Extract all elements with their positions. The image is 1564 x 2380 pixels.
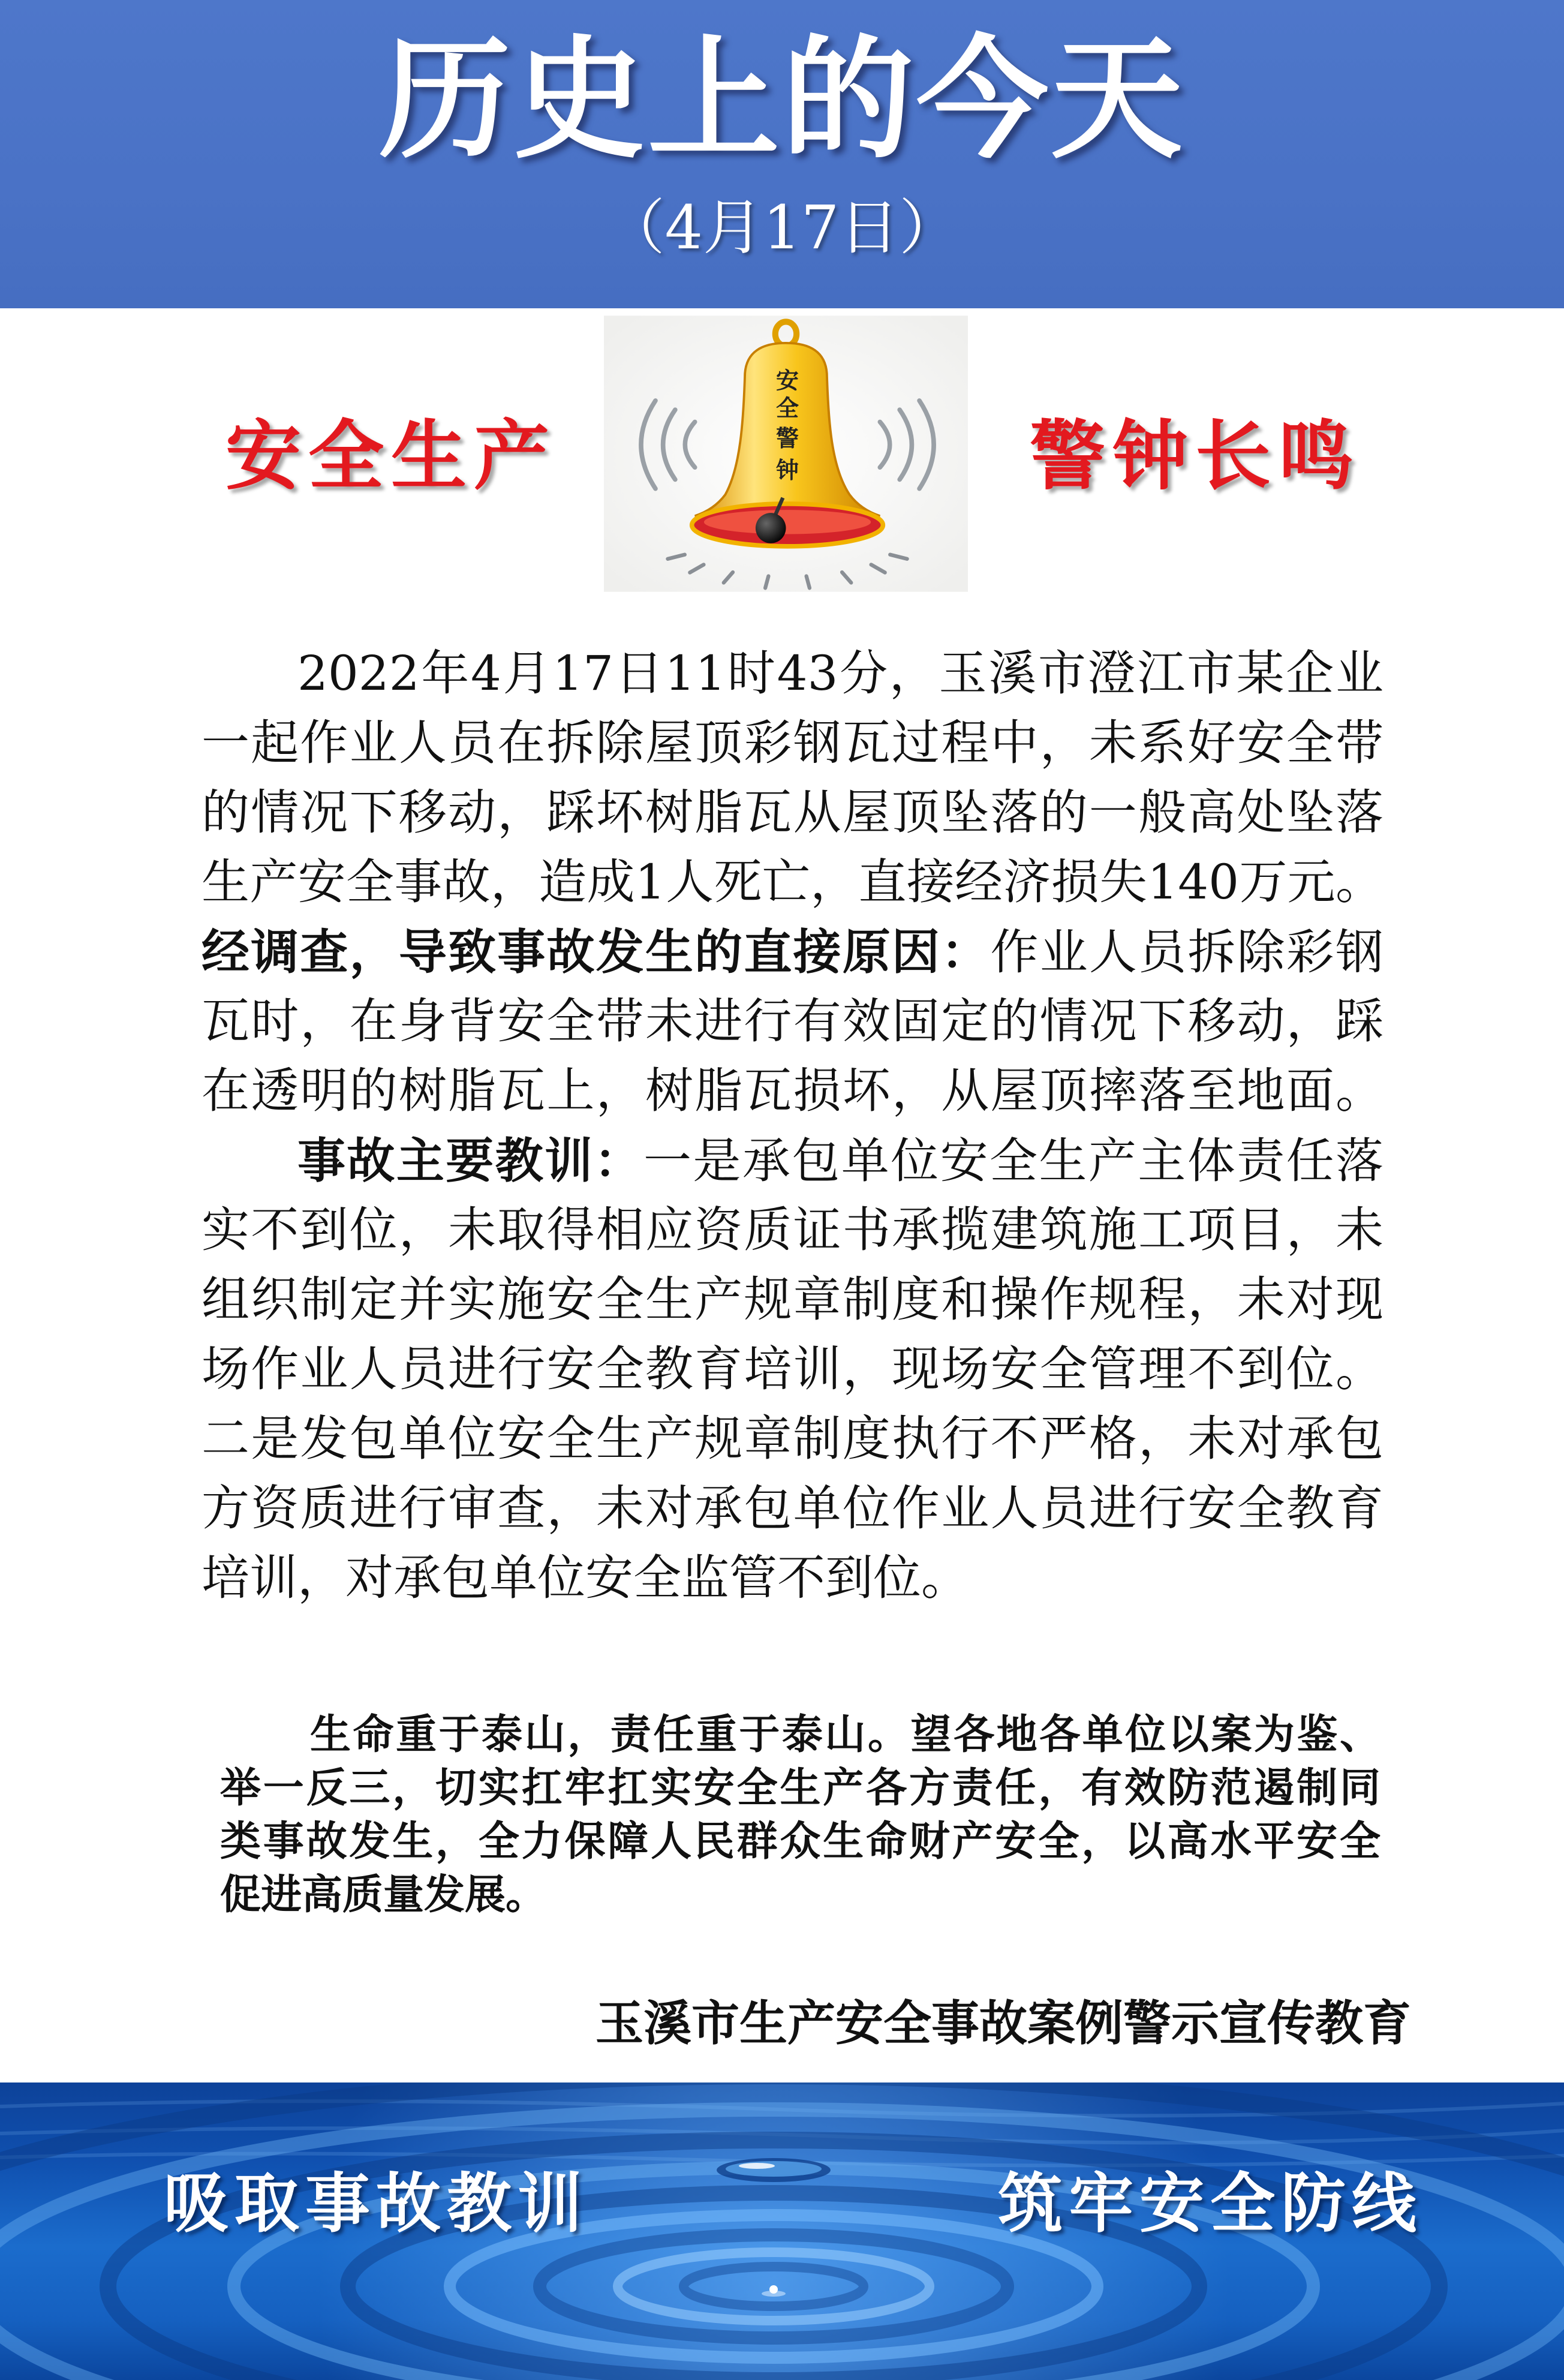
body-line: 实不到位，未取得相应资质证书承揽建筑施工项目，未 bbox=[201, 1202, 1383, 1258]
footer-banner bbox=[0, 2082, 1564, 2380]
header-banner bbox=[0, 0, 1564, 308]
body-line: 在透明的树脂瓦上，树脂瓦损坏，从屋顶摔落至地面。 bbox=[201, 1063, 1383, 1119]
bell-label-char: 全 bbox=[776, 395, 799, 422]
body-line: 的情况下移动，踩坏树脂瓦从屋顶坠落的一般高处坠落 bbox=[201, 785, 1383, 840]
signature: 玉溪市生产安全事故案例警示宣传教育 bbox=[595, 1995, 1411, 2051]
closing-line: 举一反三，切实扛牢扛实安全生产各方责任，有效防范遏制同 bbox=[220, 1765, 1380, 1812]
footer-slogan-left: 吸取事故教训 bbox=[163, 2166, 588, 2241]
lessons-heading: 事故主要教训： bbox=[297, 1132, 643, 1189]
accident-description bbox=[201, 639, 1383, 1613]
body-line: 方资质进行审查，未对承包单位作业人员进行安全教育 bbox=[201, 1480, 1383, 1536]
slogan-right: 警钟长鸣 bbox=[1030, 411, 1361, 500]
water-drop bbox=[717, 2158, 831, 2182]
footer-slogan-right: 筑牢安全防线 bbox=[997, 2166, 1422, 2241]
body-line: 经调查，导致事故发生的直接原因：作业人员拆除彩钢 bbox=[201, 924, 1383, 980]
body-line: 2022年4月17日11时43分，玉溪市澄江市某企业 bbox=[297, 645, 1383, 701]
body-line: 培训，对承包单位安全监管不到位。 bbox=[201, 1550, 969, 1606]
bell-label-char: 警 bbox=[776, 425, 799, 452]
page-title: 历史上的今天 bbox=[378, 21, 1185, 176]
closing-message bbox=[220, 1708, 1380, 1922]
body-line: 瓦时，在身背安全带未进行有效固定的情况下移动，踩 bbox=[201, 993, 1383, 1049]
closing-line: 类事故发生，全力保障人民群众生命财产安全，以高水平安全 bbox=[220, 1818, 1380, 1865]
bell-rim-inner bbox=[704, 510, 871, 534]
closing-line: 促进高质量发展。 bbox=[220, 1871, 547, 1919]
slogan-left: 安全生产 bbox=[225, 411, 557, 500]
closing-line: 生命重于泰山，责任重于泰山。望各地各单位以案为鉴、 bbox=[310, 1711, 1380, 1759]
body-line: 二是发包单位安全生产规章制度执行不严格，未对承包 bbox=[201, 1411, 1383, 1467]
bell-illustration bbox=[604, 315, 968, 592]
bell-clapper bbox=[756, 513, 786, 543]
bell-icon bbox=[604, 315, 968, 592]
page-date: （4月17日） bbox=[604, 193, 960, 263]
body-line: 场作业人员进行安全教育培训，现场安全管理不到位。 bbox=[201, 1341, 1383, 1397]
body-line: 一起作业人员在拆除屋顶彩钢瓦过程中，未系好安全带 bbox=[201, 715, 1383, 771]
direct-cause-heading: 经调查，导致事故发生的直接原因： bbox=[201, 924, 991, 980]
bell-label-char: 安 bbox=[776, 367, 799, 394]
body-line: 生产安全事故，造成1人死亡，直接经济损失140万元。 bbox=[201, 854, 1383, 910]
body-line: 事故主要教训：一是承包单位安全生产主体责任落 bbox=[297, 1132, 1383, 1189]
bell-label-char: 钟 bbox=[776, 456, 799, 483]
body-line: 组织制定并实施安全生产规章制度和操作规程，未对现 bbox=[201, 1272, 1383, 1327]
